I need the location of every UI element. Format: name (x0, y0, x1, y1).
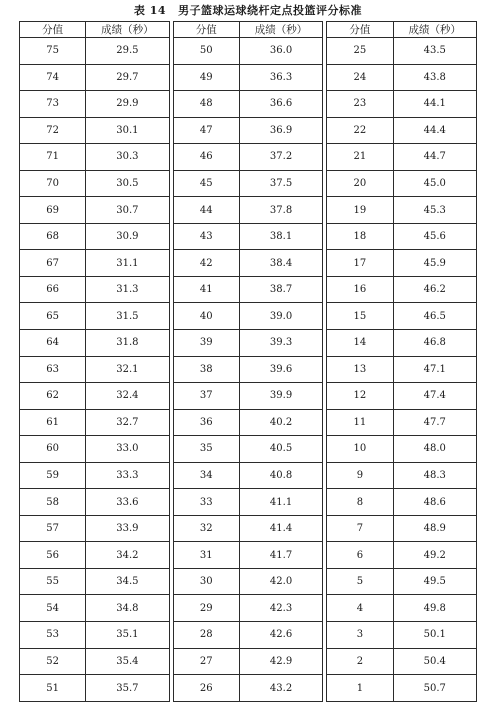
time-cell: 42.3 (239, 595, 322, 622)
time-cell: 33.9 (86, 515, 169, 542)
score-cell: 64 (20, 330, 86, 357)
time-cell: 39.0 (239, 303, 322, 330)
table-body (20, 38, 477, 702)
time-cell: 45.0 (393, 170, 477, 197)
score-cell: 42 (173, 250, 239, 277)
score-cell: 14 (327, 330, 393, 357)
score-cell: 37 (173, 383, 239, 410)
table-row (20, 542, 477, 569)
header-score: 分值 (327, 22, 393, 38)
time-cell: 30.1 (86, 117, 169, 144)
table-row (20, 223, 477, 250)
table-row (20, 462, 477, 489)
time-cell: 33.3 (86, 462, 169, 489)
time-cell: 38.7 (239, 276, 322, 303)
table-row (20, 144, 477, 171)
table-row (20, 91, 477, 118)
time-cell: 39.9 (239, 383, 322, 410)
table-row (20, 383, 477, 410)
time-cell: 36.9 (239, 117, 322, 144)
score-cell: 30 (173, 568, 239, 595)
time-cell: 41.4 (239, 515, 322, 542)
table-row (20, 303, 477, 330)
time-cell: 43.5 (393, 38, 477, 65)
time-cell: 48.6 (393, 489, 477, 516)
score-cell: 16 (327, 276, 393, 303)
score-cell: 62 (20, 383, 86, 410)
score-cell: 1 (327, 675, 393, 702)
score-cell: 71 (20, 144, 86, 171)
header-row (20, 22, 477, 38)
time-cell: 32.4 (86, 383, 169, 410)
time-cell: 42.0 (239, 568, 322, 595)
score-cell: 35 (173, 436, 239, 463)
score-cell: 75 (20, 38, 86, 65)
score-cell: 41 (173, 276, 239, 303)
score-cell: 69 (20, 197, 86, 224)
score-cell: 12 (327, 383, 393, 410)
score-cell: 5 (327, 568, 393, 595)
score-cell: 6 (327, 542, 393, 569)
score-cell: 20 (327, 170, 393, 197)
score-cell: 67 (20, 250, 86, 277)
time-cell: 30.5 (86, 170, 169, 197)
time-cell: 46.8 (393, 330, 477, 357)
time-cell: 32.7 (86, 409, 169, 436)
header-score: 分值 (173, 22, 239, 38)
score-cell: 36 (173, 409, 239, 436)
time-cell: 46.5 (393, 303, 477, 330)
time-cell: 48.9 (393, 515, 477, 542)
score-cell: 31 (173, 542, 239, 569)
score-cell: 68 (20, 223, 86, 250)
time-cell: 35.7 (86, 675, 169, 702)
score-cell: 2 (327, 648, 393, 675)
time-cell: 31.3 (86, 276, 169, 303)
time-cell: 44.4 (393, 117, 477, 144)
score-cell: 28 (173, 622, 239, 649)
score-cell: 18 (327, 223, 393, 250)
time-cell: 47.7 (393, 409, 477, 436)
time-cell: 45.6 (393, 223, 477, 250)
score-cell: 49 (173, 64, 239, 91)
score-cell: 45 (173, 170, 239, 197)
table-row (20, 595, 477, 622)
score-cell: 47 (173, 117, 239, 144)
time-cell: 29.7 (86, 64, 169, 91)
time-cell: 34.5 (86, 568, 169, 595)
table-number: 表 14 (133, 4, 167, 17)
score-cell: 70 (20, 170, 86, 197)
score-cell: 65 (20, 303, 86, 330)
score-cell: 26 (173, 675, 239, 702)
time-cell: 33.0 (86, 436, 169, 463)
time-cell: 40.2 (239, 409, 322, 436)
time-cell: 42.9 (239, 648, 322, 675)
table-row (20, 409, 477, 436)
time-cell: 33.6 (86, 489, 169, 516)
time-cell: 34.2 (86, 542, 169, 569)
time-cell: 29.9 (86, 91, 169, 118)
time-cell: 31.5 (86, 303, 169, 330)
time-cell: 48.0 (393, 436, 477, 463)
score-cell: 46 (173, 144, 239, 171)
score-cell: 8 (327, 489, 393, 516)
score-cell: 17 (327, 250, 393, 277)
time-cell: 45.3 (393, 197, 477, 224)
time-cell: 36.6 (239, 91, 322, 118)
score-cell: 25 (327, 38, 393, 65)
time-cell: 39.6 (239, 356, 322, 383)
time-cell: 35.4 (86, 648, 169, 675)
score-cell: 7 (327, 515, 393, 542)
table-row (20, 515, 477, 542)
score-cell: 55 (20, 568, 86, 595)
score-cell: 3 (327, 622, 393, 649)
score-cell: 11 (327, 409, 393, 436)
score-cell: 40 (173, 303, 239, 330)
score-cell: 73 (20, 91, 86, 118)
time-cell: 38.1 (239, 223, 322, 250)
time-cell: 41.1 (239, 489, 322, 516)
time-cell: 30.9 (86, 223, 169, 250)
time-cell: 49.8 (393, 595, 477, 622)
time-cell: 35.1 (86, 622, 169, 649)
table-title: 男子篮球运球绕杆定点投篮评分标准 (178, 4, 363, 17)
time-cell: 48.3 (393, 462, 477, 489)
time-cell: 37.5 (239, 170, 322, 197)
score-cell: 52 (20, 648, 86, 675)
time-cell: 50.1 (393, 622, 477, 649)
score-cell: 21 (327, 144, 393, 171)
score-cell: 66 (20, 276, 86, 303)
time-cell: 31.8 (86, 330, 169, 357)
time-cell: 43.8 (393, 64, 477, 91)
time-cell: 44.7 (393, 144, 477, 171)
score-cell: 15 (327, 303, 393, 330)
time-cell: 40.8 (239, 462, 322, 489)
table-row (20, 250, 477, 277)
time-cell: 37.2 (239, 144, 322, 171)
time-cell: 37.8 (239, 197, 322, 224)
table-row (20, 38, 477, 65)
table-row (20, 117, 477, 144)
time-cell: 49.5 (393, 568, 477, 595)
header-score: 分值 (20, 22, 86, 38)
table-row (20, 568, 477, 595)
time-cell: 40.5 (239, 436, 322, 463)
score-cell: 33 (173, 489, 239, 516)
header-time: 成绩（秒） (86, 22, 169, 38)
time-cell: 38.4 (239, 250, 322, 277)
table-row (20, 675, 477, 702)
time-cell: 45.9 (393, 250, 477, 277)
table-row (20, 330, 477, 357)
time-cell: 50.7 (393, 675, 477, 702)
score-cell: 32 (173, 515, 239, 542)
score-cell: 56 (20, 542, 86, 569)
score-cell: 50 (173, 38, 239, 65)
score-cell: 4 (327, 595, 393, 622)
time-cell: 36.0 (239, 38, 322, 65)
score-cell: 61 (20, 409, 86, 436)
table-row (20, 436, 477, 463)
score-cell: 39 (173, 330, 239, 357)
score-cell: 72 (20, 117, 86, 144)
score-cell: 57 (20, 515, 86, 542)
table-row (20, 648, 477, 675)
table-row (20, 64, 477, 91)
score-cell: 58 (20, 489, 86, 516)
time-cell: 44.1 (393, 91, 477, 118)
table-row (20, 489, 477, 516)
time-cell: 31.1 (86, 250, 169, 277)
time-cell: 36.3 (239, 64, 322, 91)
table-row (20, 197, 477, 224)
time-cell: 43.2 (239, 675, 322, 702)
score-cell: 63 (20, 356, 86, 383)
score-cell: 74 (20, 64, 86, 91)
table-row (20, 276, 477, 303)
time-cell: 47.1 (393, 356, 477, 383)
score-cell: 48 (173, 91, 239, 118)
table-row (20, 356, 477, 383)
time-cell: 29.5 (86, 38, 169, 65)
scoring-table (19, 21, 477, 702)
score-cell: 24 (327, 64, 393, 91)
time-cell: 30.3 (86, 144, 169, 171)
score-cell: 51 (20, 675, 86, 702)
score-cell: 22 (327, 117, 393, 144)
time-cell: 42.6 (239, 622, 322, 649)
score-cell: 43 (173, 223, 239, 250)
score-cell: 34 (173, 462, 239, 489)
score-cell: 54 (20, 595, 86, 622)
time-cell: 34.8 (86, 595, 169, 622)
header-time: 成绩（秒） (239, 22, 322, 38)
score-cell: 59 (20, 462, 86, 489)
score-cell: 9 (327, 462, 393, 489)
time-cell: 39.3 (239, 330, 322, 357)
header-time: 成绩（秒） (393, 22, 477, 38)
table-row (20, 170, 477, 197)
score-cell: 19 (327, 197, 393, 224)
score-cell: 53 (20, 622, 86, 649)
table-caption (0, 4, 496, 18)
score-cell: 44 (173, 197, 239, 224)
score-cell: 13 (327, 356, 393, 383)
time-cell: 47.4 (393, 383, 477, 410)
score-cell: 60 (20, 436, 86, 463)
time-cell: 50.4 (393, 648, 477, 675)
time-cell: 41.7 (239, 542, 322, 569)
score-cell: 10 (327, 436, 393, 463)
time-cell: 46.2 (393, 276, 477, 303)
time-cell: 32.1 (86, 356, 169, 383)
score-cell: 27 (173, 648, 239, 675)
score-cell: 23 (327, 91, 393, 118)
score-cell: 38 (173, 356, 239, 383)
time-cell: 30.7 (86, 197, 169, 224)
time-cell: 49.2 (393, 542, 477, 569)
table-row (20, 622, 477, 649)
score-cell: 29 (173, 595, 239, 622)
